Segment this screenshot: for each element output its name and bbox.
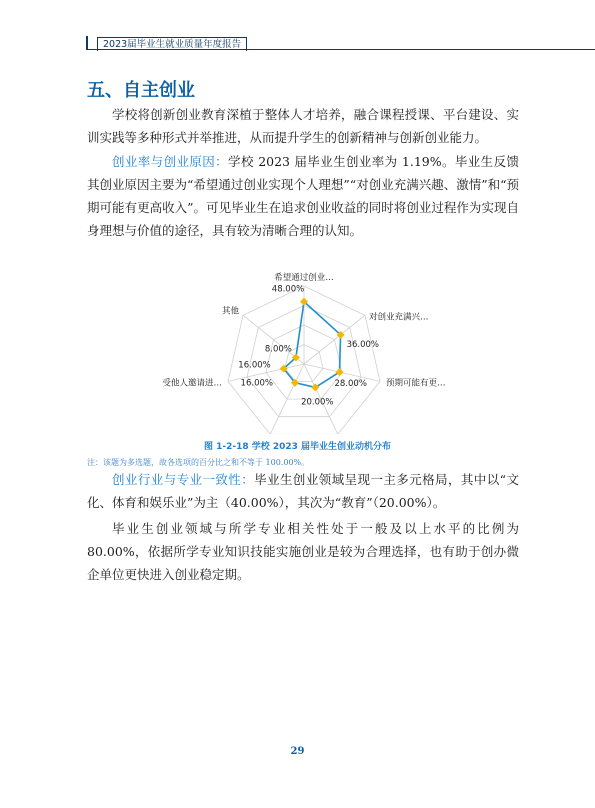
radar-value-label: 28.00%: [334, 379, 367, 390]
radar-category-label: 其他: [222, 306, 240, 317]
paragraph-intro: 学校将创新创业教育深植于整体人才培养，融合课程授课、平台建设、实训实践等多种形式并举推进，从而提升学生的创新精神与创新创业能力。: [87, 107, 519, 145]
radar-category-label: 受他人邀请进…: [162, 378, 222, 389]
paragraph-major-relevance: 毕业生创业领域与所学专业相关性处于一般及以上水平的比例为 80.00%，依据所学专业知识技能实施创业是较为合理选择，也有助于创办微企单位更快进入创业稳定期。: [87, 521, 519, 582]
figure-note: 注：该题为多选题，故各选项的百分比之和不等于 100.00%。: [87, 458, 310, 467]
radar-data-point: [335, 368, 343, 376]
radar-category-label: 预期可能有更…: [386, 378, 446, 389]
radar-category-label: 希望通过创业…: [274, 273, 334, 283]
radar-value-label: 20.00%: [301, 397, 334, 408]
radar-value-label: 16.00%: [240, 378, 273, 389]
radar-series-line: [284, 302, 341, 388]
paragraph-industry: [87, 468, 519, 514]
radar-category-label: 对创业充满兴…: [368, 312, 429, 323]
header-accent-bar: [86, 36, 88, 50]
radar-value-label: 48.00%: [271, 284, 305, 295]
section-title: 五、自主创业: [87, 80, 195, 101]
radar-value-label: 36.00%: [346, 339, 380, 350]
radar-value-label: 8.00%: [264, 344, 292, 355]
page-number: 29: [290, 746, 305, 757]
figure-caption: 图 1-2-18 学校 2023 届毕业生创业动机分布: [203, 442, 392, 452]
paragraph-entrepreneurship-rate: [87, 150, 519, 242]
radar-chart: [150, 262, 450, 434]
radar-value-label: 16.00%: [238, 360, 271, 371]
paragraph-lead: 创业行业与专业一致性：: [112, 472, 255, 487]
header-report-title: 2023届毕业生就业质量年度报告: [97, 37, 247, 51]
paragraph-body: 毕业生创业领域呈现一主多元格局，其中以“文化、体育和娱乐业”为主（40.00%），其次为“教育”（20.00%）。: [87, 472, 519, 510]
radar-data-point: [311, 383, 319, 391]
paragraph-body: 学校 2023 届毕业生创业率为 1.19%。毕业生反馈其创业原因主要为“希望通过创业实现个人理想”“对创业充满兴趣、激情”和“预期可能有更高收入”。可见毕业生在追求创业收益的同时将创业过程作为实现自身理想与价值的途径，具有较为清晰合理的认知。: [87, 154, 519, 238]
paragraph-lead: 创业率与创业原因：: [112, 154, 229, 169]
